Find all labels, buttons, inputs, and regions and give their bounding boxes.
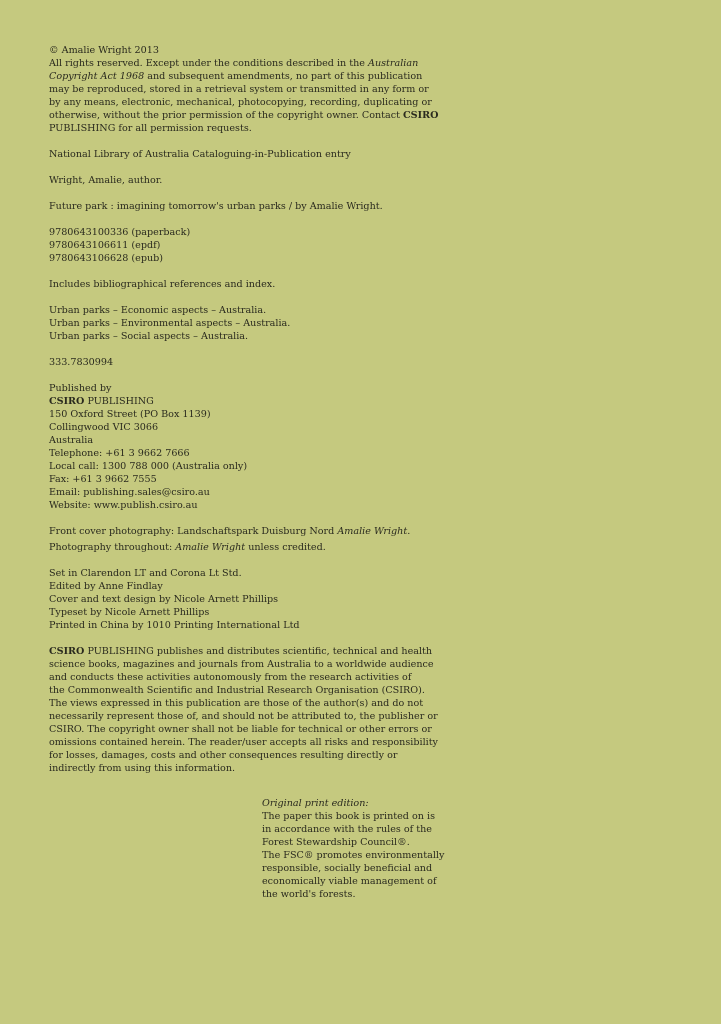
throughout-credit-name: Amalie Wright [175,542,246,553]
address-city: Collingwood VIC 3066 [49,422,159,433]
fsc-line-2: in accordance with the rules of the [262,824,432,835]
subject-economic: Urban parks – Economic aspects – Australia. [49,305,267,316]
fsc-line-1: The paper this book is printed on is [262,811,435,822]
rights-line-4: by any means, electronic, mechanical, photocopying, recording, duplicating or [49,97,432,108]
disclaimer-line-1: CSIRO PUBLISHING publishes and distributes scientific, technical and health [49,646,433,657]
disclaimer-line-5: The views expressed in this publication are those of the author(s) and do not [49,698,424,709]
rights-line-3: may be reproduced, stored in a retrieval system or transmitted in any form or [49,84,429,95]
rights-line-2: Copyright Act 1968 and subsequent amendments, no part of this publication [49,71,423,82]
copyright-notice: © Amalie Wright 2013 [49,45,159,56]
publisher-name-rest: PUBLISHING [84,396,154,407]
disclaimer-line-4: the Commonwealth Scientific and Industrial Research Organisation (CSIRO). [49,685,425,696]
cip-title: Future park : imagining tomorrow's urban parks / by Amalie Wright. [49,201,383,212]
fsc-line-5: responsible, socially beneficial and [262,863,433,874]
isbn-epub: 9780643106628 (epub) [49,253,164,264]
disclaimer-line-9: for losses, damages, costs and other consequences resulting directly or [49,750,398,761]
disclaimer-line-10: indirectly from using this information. [49,763,236,774]
isbn-paperback: 9780643100336 (paperback) [49,227,191,238]
address-street: 150 Oxford Street (PO Box 1139) [49,409,211,420]
contact-email: Email: publishing.sales@csiro.au [49,487,210,498]
disclaimer-line-2: science books, magazines and journals from Australia to a worldwide audience [49,659,434,670]
fsc-heading-text: Original print edition: [262,798,369,809]
throughout-photo-credit [49,541,469,554]
fsc-line-4: The FSC® promotes environmentally [262,850,445,861]
fsc-line-3: Forest Stewardship Council®. [262,837,410,848]
rights-line-5: otherwise, without the prior permission of the copyright owner. Contact CSIRO [49,110,439,121]
subject-environmental: Urban parks – Environmental aspects – Australia. [49,318,291,329]
fsc-line-6: economically viable management of [262,876,437,887]
copyright-block [49,44,469,135]
design-credit: Cover and text design by Nicole Arnett Phillips [49,594,279,605]
typeface-note: Set in Clarendon LT and Corona Lt Std. [49,568,242,579]
contact-fax: Fax: +61 3 9662 7555 [49,474,157,485]
fsc-heading [262,797,462,810]
isbn-list [49,226,469,265]
rights-text-1: All rights reserved. Except under the conditions described in the [49,58,365,69]
imprint-page [49,44,469,788]
cover-label: Front cover photography: Landschaftspark Duisburg Nord [49,526,338,537]
publisher-name [49,395,469,408]
contact-website: Website: www.publish.csiro.au [49,500,198,511]
publisher-name-bold: CSIRO [49,396,85,407]
photography-credits [49,525,469,554]
disclaimer-line-8: omissions contained herein. The reader/user accepts all risks and responsibility [49,737,438,748]
dewey-number: 333.7830994 [49,357,114,368]
disclaimer-block [49,645,469,775]
typeset-credit: Typeset by Nicole Arnett Phillips [49,607,210,618]
subject-list [49,304,469,343]
cip-includes: Includes bibliographical references and index. [49,279,276,290]
cover-photo-credit [49,525,469,538]
production-credits [49,567,469,632]
fsc-line-7: the world's forests. [262,889,356,900]
throughout-suffix: unless credited. [245,542,326,553]
cover-credit-name: Amalie Wright. [337,526,411,537]
disclaimer-line-6: necessarily represent those of, and should not be attributed to, the publisher or [49,711,438,722]
subject-social: Urban parks – Social aspects – Australia. [49,331,249,342]
published-by: Published by [49,383,112,394]
address-country: Australia [49,435,94,446]
cip-heading: National Library of Australia Cataloguing-in-Publication entry [49,149,351,160]
contact-telephone: Telephone: +61 3 9662 7666 [49,448,190,459]
rights-line-1: All rights reserved. Except under the conditions described in the Australian [49,58,419,69]
disclaimer-csiro: CSIRO [49,646,85,657]
publisher-block [49,382,469,512]
printer-credit: Printed in China by 1010 Printing International Ltd [49,620,300,631]
contact-local-call: Local call: 1300 788 000 (Australia only) [49,461,248,472]
editor-credit: Edited by Anne Findlay [49,581,163,592]
disclaimer-line-7: CSIRO. The copyright owner shall not be liable for technical or other errors or [49,724,432,735]
disclaimer-line-3: and conducts these activities autonomously from the research activities of [49,672,412,683]
isbn-epdf: 9780643106611 (epdf) [49,240,161,251]
cip-author: Wright, Amalie, author. [49,175,163,186]
fsc-statement [262,797,462,901]
rights-line-6: PUBLISHING for all permission requests. [49,123,252,134]
throughout-label: Photography throughout: [49,542,176,553]
